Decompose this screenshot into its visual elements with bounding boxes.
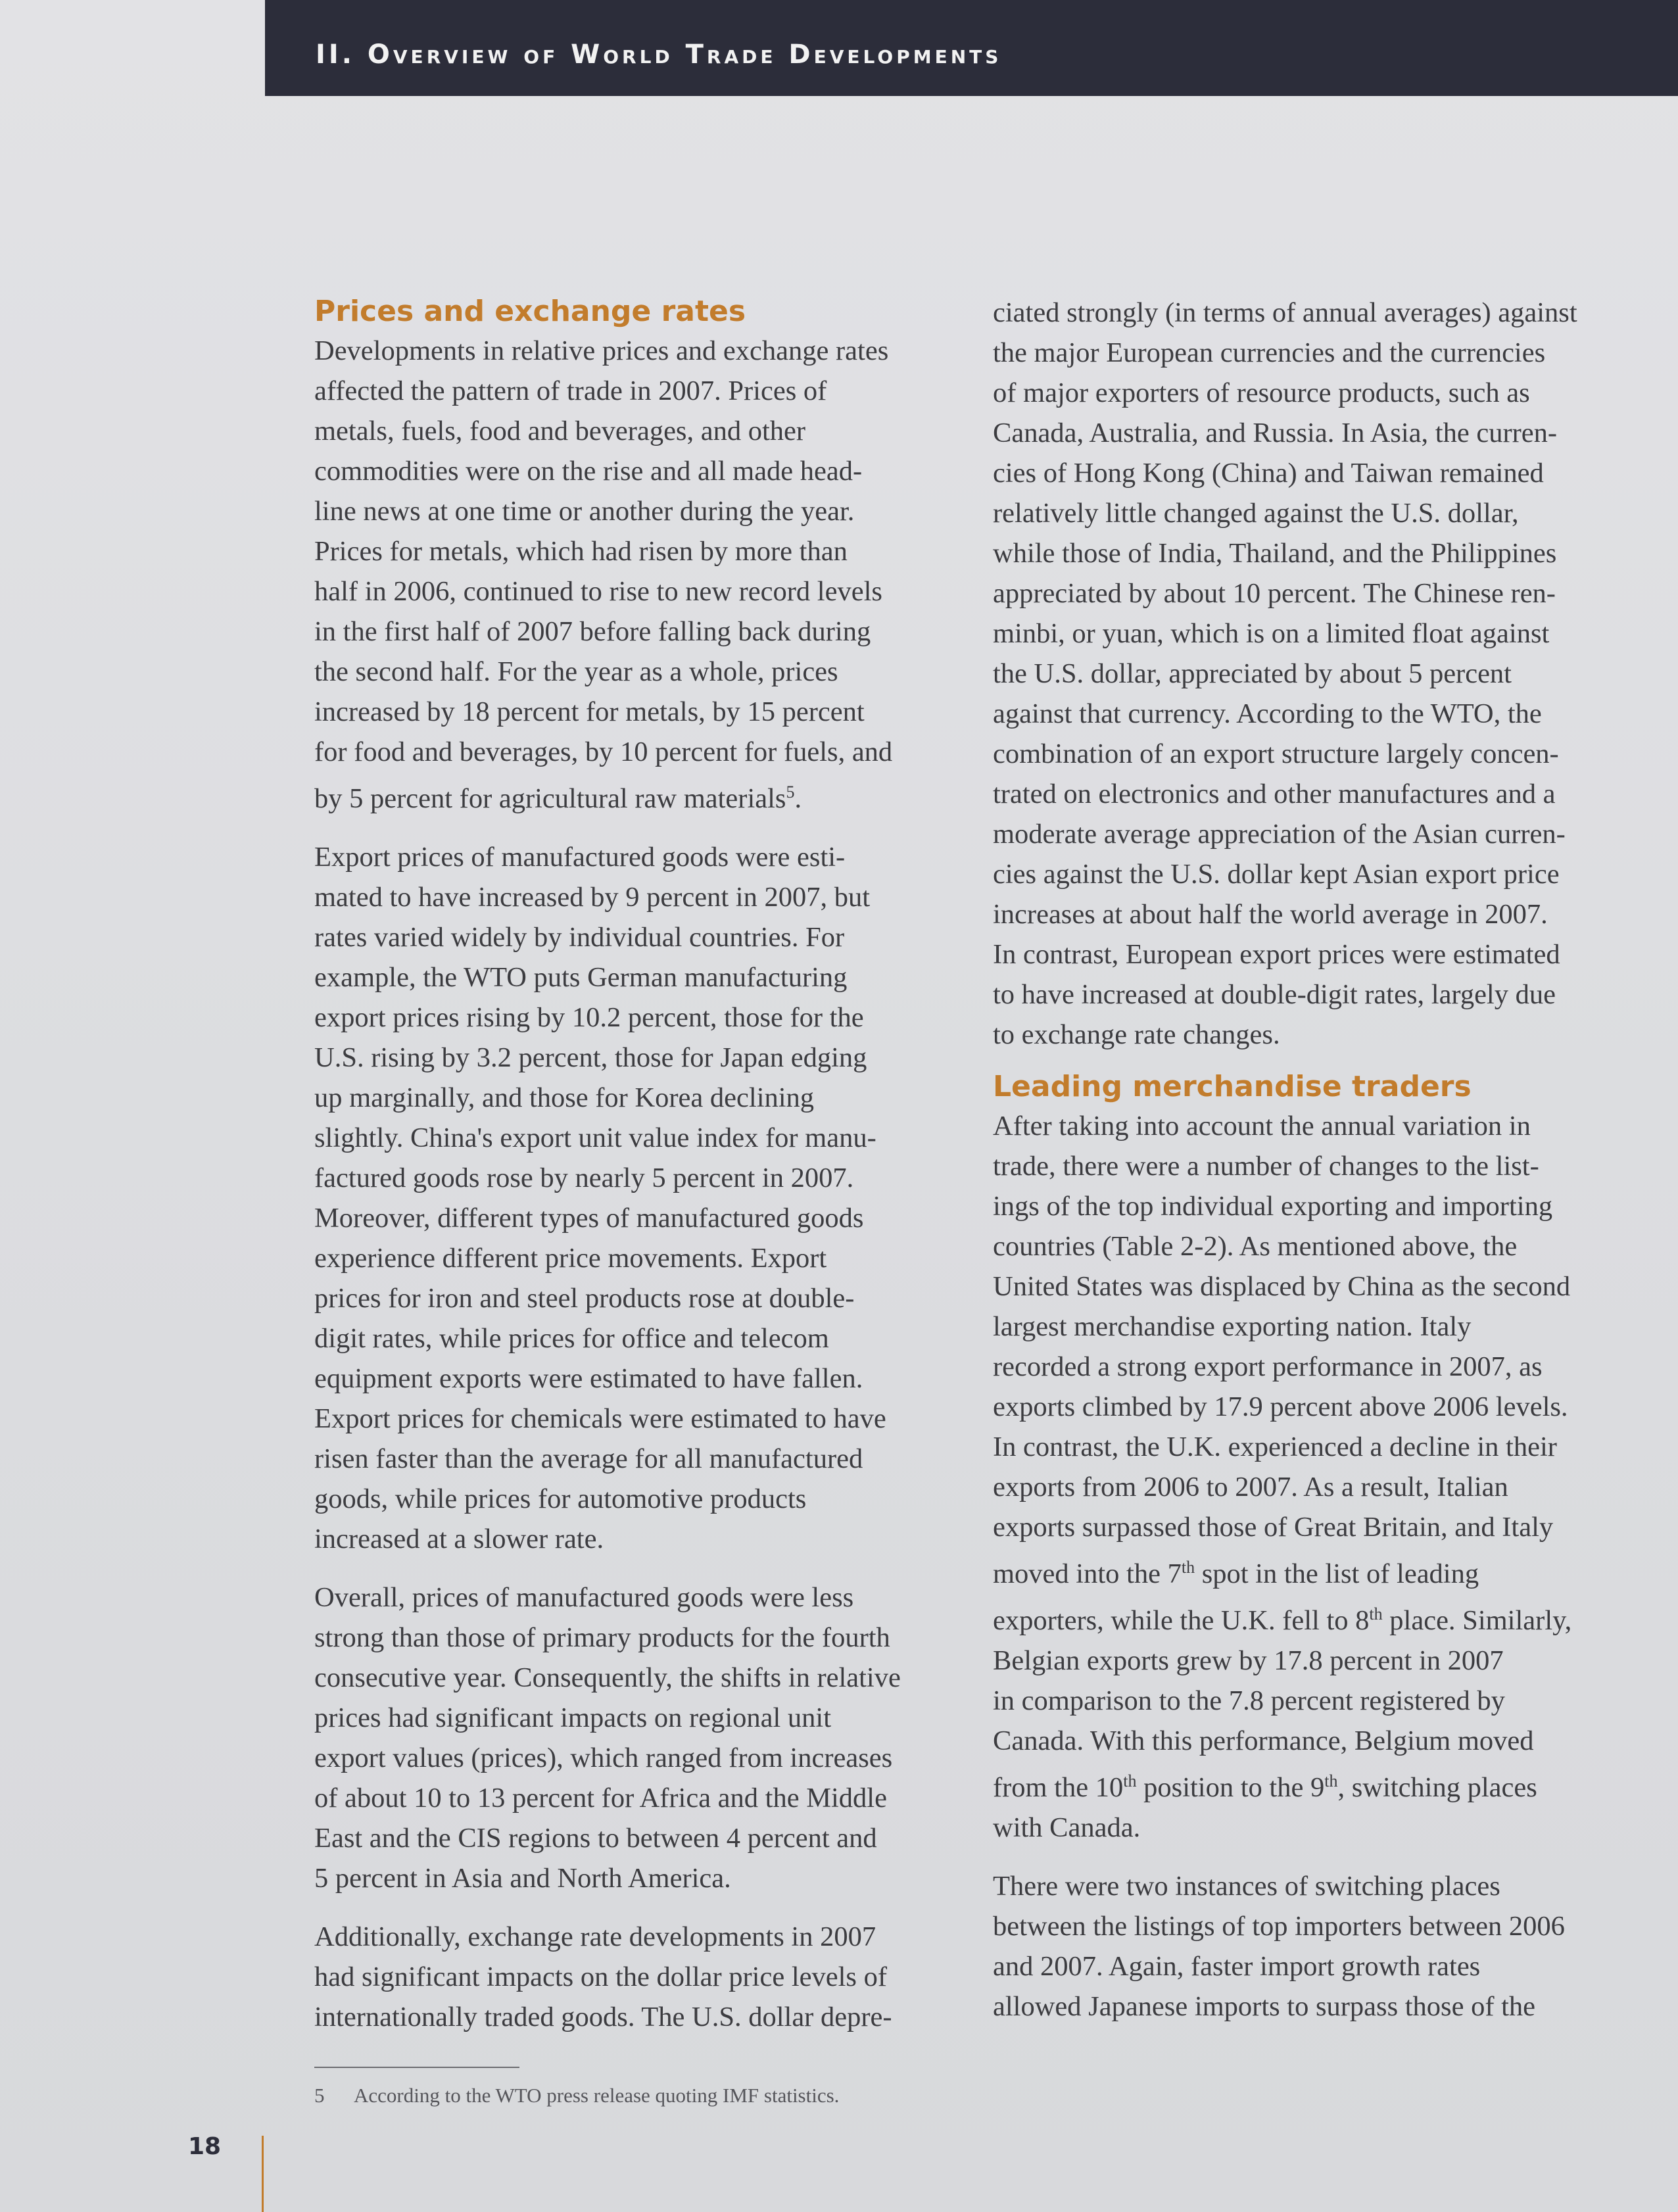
right-column: [993, 293, 1644, 2027]
paragraph: [314, 331, 965, 819]
paragraph-continuation: ciated strongly (in terms of annual averages) against the major European currencies and the currencies of major exporters of resource products, such as Canada, Australia, and Russia. In Asia, the curren- cies of Hong Kong (China) and Taiwan remained relatively little changed against the U.S. dollar, while those of India, Thailand, and the Philippines appreciated by about 10 percent. The Chinese ren- minbi, or yuan, which is on a limited float against the U.S. dollar, appreciated by about 5 percent against that currency. According to the WTO, the combination of an export structure largely concen- trated on electronics and other manufactures and a moderate average appreciation of the Asian curren- cies against the U.S. dollar kept Asian export price increases at about half the world average in 2007. In contrast, European export prices were estimated to have increased at double-digit rates, largely due to exchange rate changes.: [993, 297, 1577, 1050]
footnote-divider: [314, 2067, 519, 2068]
paragraph: Additionally, exchange rate developments in 2007 had significant impacts on the dollar price levels of internationally traded goods. The U.S. dollar depre-: [314, 1921, 892, 2033]
section-heading-prices: Prices and exchange rates: [314, 295, 746, 328]
ordinal-suffix: th: [1123, 1771, 1137, 1791]
paragraph: Overall, prices of manufactured goods were less strong than those of primary products for the fourth consecutive year. Consequently, the shifts in relative prices had significant impacts on regional unit export values (prices), which ranged from increases of about 10 to 13 percent for Africa and the Middle East and the CIS regions to between 4 percent and 5 percent in Asia and North America.: [314, 1582, 901, 1894]
left-column: [314, 293, 965, 2037]
paragraph-text: spot in the list of leading exporters, while the U.K. fell to 8: [993, 1558, 1479, 1637]
paragraph-text: position to the 9: [1136, 1772, 1325, 1804]
sentence-end: .: [794, 783, 802, 815]
margin-rule: [262, 2136, 264, 2212]
footnote-reference: 5: [786, 782, 795, 802]
ordinal-suffix: th: [1181, 1558, 1195, 1577]
section-heading-traders: Leading merchandise traders: [993, 1070, 1472, 1103]
ordinal-suffix: th: [1324, 1771, 1338, 1791]
chapter-title: II. Overview of World Trade Developments: [316, 39, 1002, 70]
paragraph: [993, 1106, 1644, 1848]
footnote-number: 5: [314, 2084, 325, 2107]
ordinal-suffix: th: [1369, 1604, 1383, 1624]
paragraph: Export prices of manufactured goods were esti- mated to have increased by 9 percent in 2007, but rates varied widely by individual countries. For example, the WTO puts German manufacturing export prices rising by 10.2 percent, those for the U.S. rising by 3.2 percent, those for Japan edging up marginally, and those for Korea declining slightly. China's export unit value index for manu- factured goods rose by nearly 5 percent in 2007. Moreover, different types of manufactured goods experience different price movements. Export prices for iron and steel products rose at double- digit rates, while prices for office and telecom equipment exports were estimated to have fallen. Export prices for chemicals were estimated to have risen faster than the average for all manufactured goods, while prices for automotive products increased at a slower rate.: [314, 842, 886, 1555]
paragraph-text: place. Similarly, Belgian exports grew by 17.8 percent in 2007 in comparison to the 7.8 percent registered by Canada. With this performance, Belgium moved from the 10: [993, 1605, 1572, 1804]
paragraph: There were two instances of switching places between the listings of top importers between 2006 and 2007. Again, faster import growth rates allowed Japanese imports to surpass those of the: [993, 1871, 1565, 2023]
paragraph-text: After taking into account the annual variation in trade, there were a number of changes to the list- ings of the top individual exporting and importing countries (Table 2-2). As mentioned above, the United States was displaced by China as the second largest merchandise exporting nation. Italy recorded a strong export performance in 2007, as exports climbed by 17.9 percent above 2006 levels. In contrast, the U.K. experienced a decline in their exports from 2006 to 2007. As a result, Italian exports surpassed those of Great Britain, and Italy moved into the 7: [993, 1111, 1571, 1590]
footnote-text: According to the WTO press release quoting IMF statistics.: [354, 2084, 840, 2107]
page-number: 18: [188, 2133, 222, 2160]
paragraph-text: , switching places with Canada.: [993, 1772, 1537, 1844]
footnote: [314, 2082, 839, 2109]
paragraph-text: Developments in relative prices and exchange rates affected the pattern of trade in 2007. Prices of metals, fuels, food and beverages, and other commodities were on the rise and all made head- line news at one time or another during the year. Prices for metals, which had risen by more than half in 2006, continued to rise to new record levels in the first half of 2007 before falling back during the second half. For the year as a whole, prices increased by 18 percent for metals, by 15 percent for food and beverages, by 10 percent for fuels, and by 5 percent for agricultural raw materials: [314, 335, 893, 815]
